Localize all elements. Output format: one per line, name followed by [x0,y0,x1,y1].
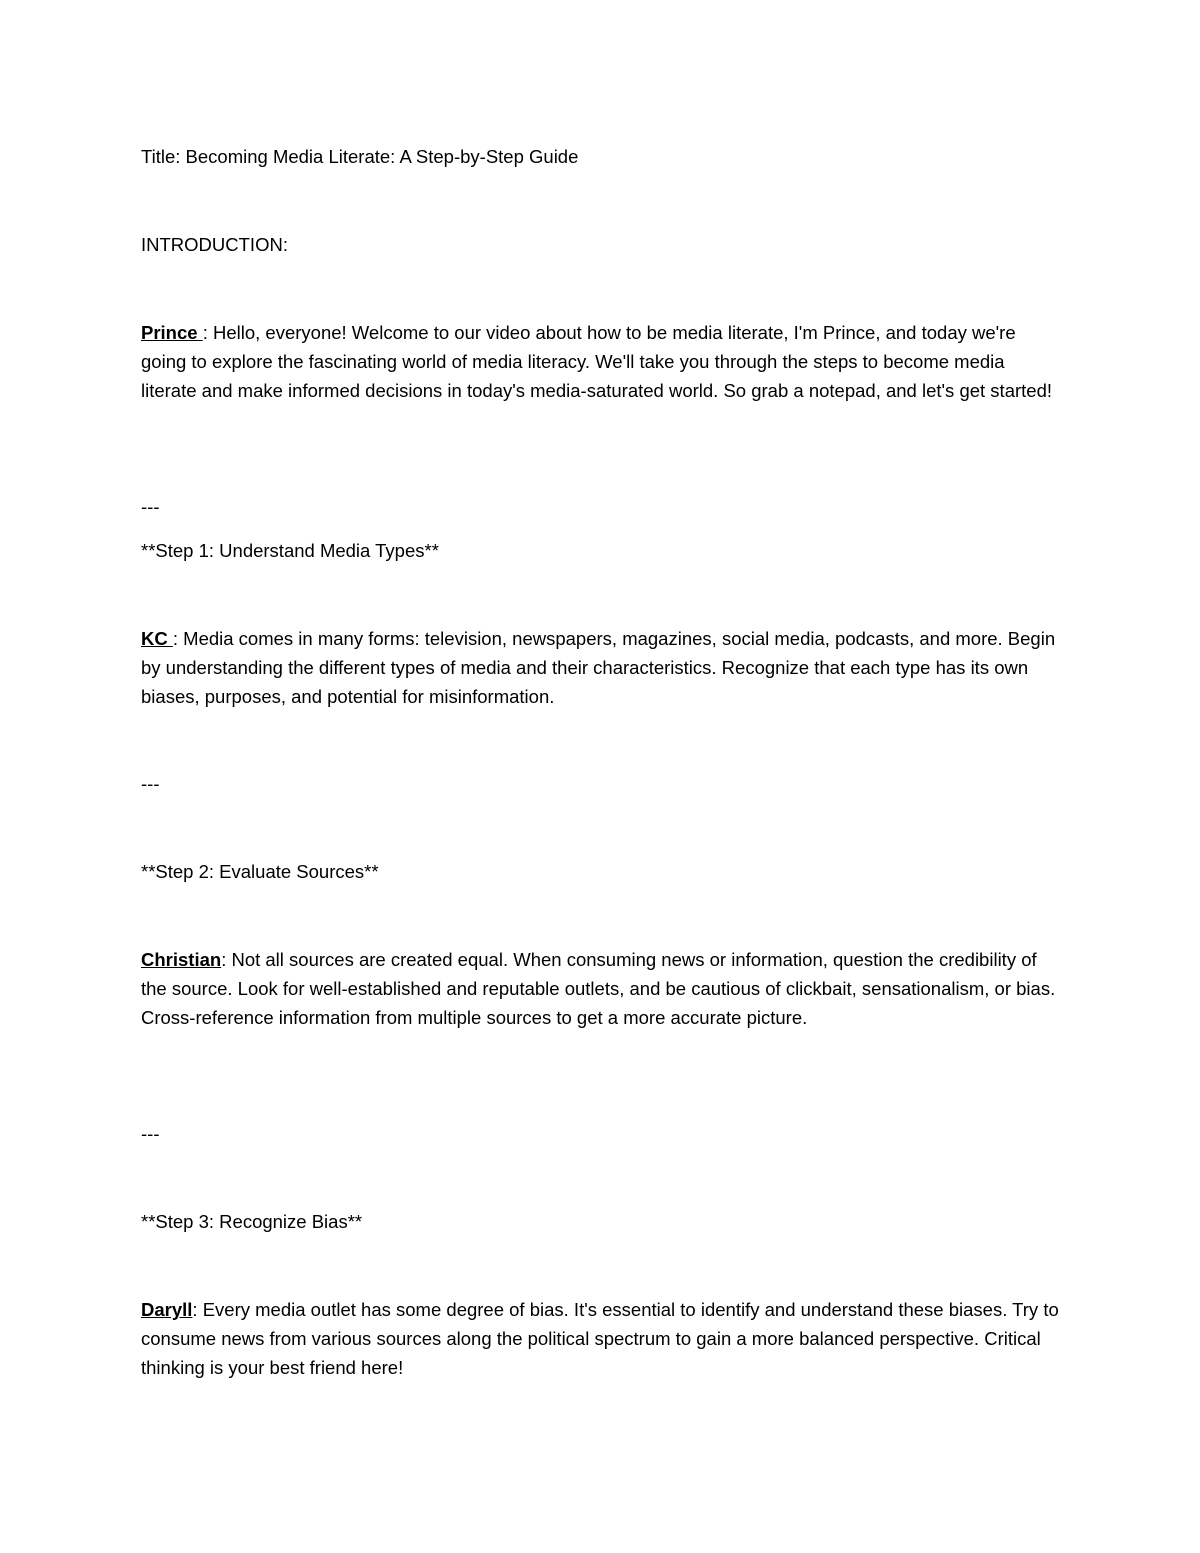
separator: --- [141,1123,160,1144]
step-3-heading: **Step 3: Recognize Bias** [141,1211,363,1232]
speaker-name: Christian [141,949,222,970]
step-2-heading: **Step 2: Evaluate Sources** [141,861,379,882]
speaker-name: KC [141,628,173,649]
document-title: Title: Becoming Media Literate: A Step-by-Step Guide [141,146,579,167]
speaker-text: : Media comes in many forms: television, newspapers, magazines, social media, podcasts, and more. Begin by understanding the different types of media and their characteristics. Recognize that each type has its own biases, purposes, and potential for misinformation. [141,628,1056,707]
speaker-text: : Every media outlet has some degree of bias. It's essential to identify and understand these biases. Try to consume news from various sources along the political spectrum to gain a more balanced perspective. Critical thinking is your best friend here! [141,1299,1059,1378]
speaker-name: Daryll [141,1299,193,1320]
step-2-paragraph [141,945,1061,1032]
step-3-paragraph [141,1295,1061,1382]
intro-heading: INTRODUCTION: [141,234,288,255]
speaker-name: Prince [141,322,203,343]
separator: --- [141,773,160,794]
speaker-text: : Not all sources are created equal. When consuming news or information, question the credibility of the source. Look for well-established and reputable outlets, and be cautious of clickbait, sensationalism, or bias. Cross-reference information from multiple sources to get a more accurate picture. [141,949,1056,1028]
step-1-paragraph [141,624,1061,711]
step-1-heading: **Step 1: Understand Media Types** [141,540,439,561]
separator: --- [141,496,160,517]
intro-paragraph [141,318,1061,405]
speaker-text: : Hello, everyone! Welcome to our video about how to be media literate, I'm Prince, and today we're going to explore the fascinating world of media literacy. We'll take you through the steps to become media literate and make informed decisions in today's media-saturated world. So grab a notepad, and let's get started! [141,322,1052,401]
